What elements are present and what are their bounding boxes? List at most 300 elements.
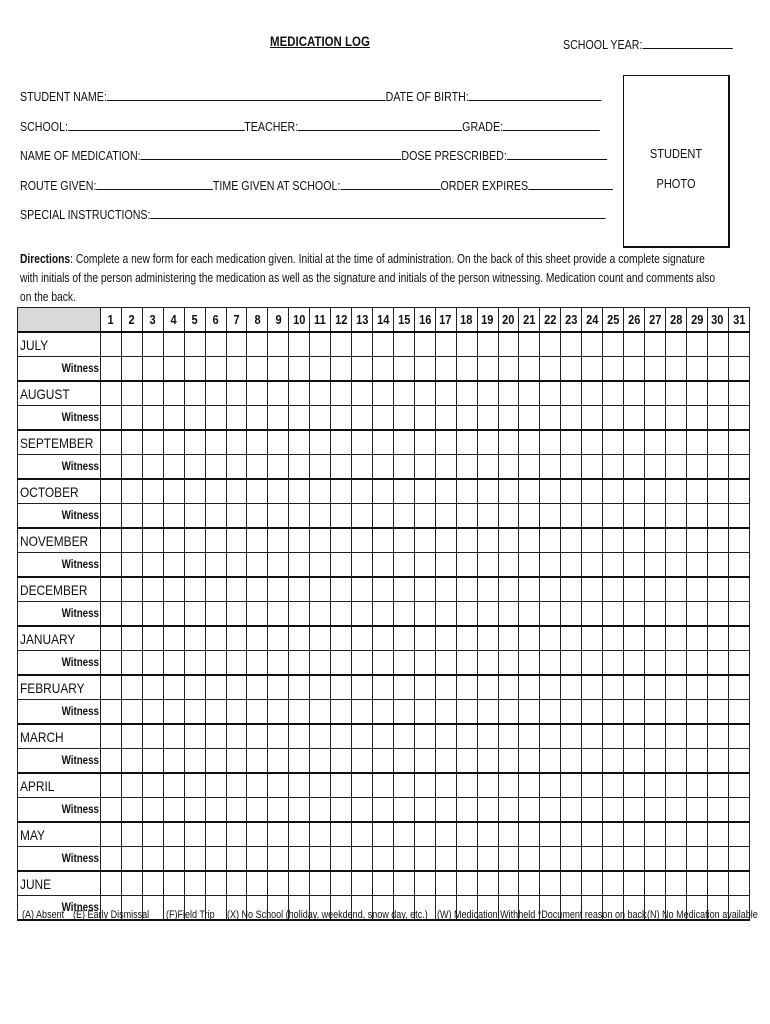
initial-cell[interactable]: [665, 528, 686, 553]
witness-cell[interactable]: [540, 798, 561, 823]
witness-cell[interactable]: [603, 847, 624, 872]
witness-cell[interactable]: [561, 406, 582, 431]
initial-cell[interactable]: [686, 773, 707, 798]
initial-cell[interactable]: [101, 430, 122, 455]
witness-cell[interactable]: [707, 357, 728, 382]
initial-cell[interactable]: [247, 332, 268, 357]
initial-cell[interactable]: [686, 724, 707, 749]
witness-cell[interactable]: [686, 749, 707, 774]
witness-cell[interactable]: [247, 798, 268, 823]
witness-cell[interactable]: [582, 749, 603, 774]
witness-cell[interactable]: [226, 602, 247, 627]
witness-cell[interactable]: [665, 749, 686, 774]
initial-cell[interactable]: [582, 626, 603, 651]
initial-cell[interactable]: [393, 724, 414, 749]
witness-cell[interactable]: [205, 700, 226, 725]
initial-cell[interactable]: [456, 773, 477, 798]
witness-cell[interactable]: [268, 847, 289, 872]
initial-cell[interactable]: [540, 773, 561, 798]
witness-cell[interactable]: [372, 700, 393, 725]
witness-cell[interactable]: [603, 553, 624, 578]
initial-cell[interactable]: [205, 822, 226, 847]
witness-cell[interactable]: [352, 847, 373, 872]
initial-cell[interactable]: [498, 773, 519, 798]
initial-cell[interactable]: [498, 871, 519, 896]
initial-cell[interactable]: [331, 822, 352, 847]
initial-cell[interactable]: [498, 430, 519, 455]
witness-cell[interactable]: [163, 406, 184, 431]
initial-cell[interactable]: [121, 773, 142, 798]
initial-cell[interactable]: [456, 577, 477, 602]
witness-cell[interactable]: [331, 700, 352, 725]
initial-cell[interactable]: [582, 577, 603, 602]
witness-cell[interactable]: [310, 406, 331, 431]
witness-cell[interactable]: [331, 504, 352, 529]
initial-cell[interactable]: [582, 528, 603, 553]
witness-cell[interactable]: [414, 406, 435, 431]
initial-cell[interactable]: [205, 381, 226, 406]
initial-cell[interactable]: [540, 675, 561, 700]
initial-cell[interactable]: [372, 773, 393, 798]
initial-cell[interactable]: [644, 675, 665, 700]
initial-cell[interactable]: [498, 675, 519, 700]
witness-cell[interactable]: [247, 651, 268, 676]
initial-cell[interactable]: [477, 430, 498, 455]
witness-cell[interactable]: [142, 553, 163, 578]
initial-cell[interactable]: [101, 528, 122, 553]
initial-cell[interactable]: [142, 430, 163, 455]
initial-cell[interactable]: [665, 724, 686, 749]
witness-cell[interactable]: [247, 406, 268, 431]
initial-cell[interactable]: [268, 871, 289, 896]
witness-cell[interactable]: [268, 504, 289, 529]
initial-cell[interactable]: [644, 479, 665, 504]
initial-cell[interactable]: [247, 822, 268, 847]
witness-cell[interactable]: [393, 602, 414, 627]
witness-cell[interactable]: [456, 798, 477, 823]
witness-cell[interactable]: [519, 455, 540, 480]
witness-cell[interactable]: [393, 749, 414, 774]
witness-cell[interactable]: [142, 406, 163, 431]
witness-cell[interactable]: [624, 749, 645, 774]
initial-cell[interactable]: [393, 577, 414, 602]
witness-cell[interactable]: [582, 357, 603, 382]
initial-cell[interactable]: [121, 871, 142, 896]
initial-cell[interactable]: [707, 724, 728, 749]
initial-cell[interactable]: [393, 871, 414, 896]
witness-cell[interactable]: [644, 700, 665, 725]
initial-cell[interactable]: [686, 626, 707, 651]
initial-cell[interactable]: [184, 332, 205, 357]
initial-cell[interactable]: [268, 675, 289, 700]
initial-cell[interactable]: [226, 479, 247, 504]
witness-cell[interactable]: [435, 700, 456, 725]
initial-cell[interactable]: [603, 332, 624, 357]
initial-cell[interactable]: [707, 381, 728, 406]
witness-cell[interactable]: [331, 553, 352, 578]
witness-cell[interactable]: [372, 504, 393, 529]
initial-cell[interactable]: [268, 332, 289, 357]
witness-cell[interactable]: [414, 700, 435, 725]
initial-cell[interactable]: [101, 626, 122, 651]
witness-cell[interactable]: [226, 504, 247, 529]
witness-cell[interactable]: [289, 847, 310, 872]
witness-cell[interactable]: [247, 749, 268, 774]
witness-cell[interactable]: [519, 798, 540, 823]
initial-cell[interactable]: [414, 381, 435, 406]
initial-cell[interactable]: [519, 822, 540, 847]
witness-cell[interactable]: [644, 504, 665, 529]
initial-cell[interactable]: [142, 381, 163, 406]
initial-cell[interactable]: [142, 871, 163, 896]
witness-cell[interactable]: [184, 357, 205, 382]
witness-cell[interactable]: [561, 357, 582, 382]
witness-cell[interactable]: [205, 847, 226, 872]
witness-cell[interactable]: [644, 406, 665, 431]
initial-cell[interactable]: [101, 675, 122, 700]
initial-cell[interactable]: [519, 626, 540, 651]
witness-cell[interactable]: [665, 504, 686, 529]
witness-cell[interactable]: [393, 651, 414, 676]
initial-cell[interactable]: [163, 577, 184, 602]
initial-cell[interactable]: [289, 675, 310, 700]
witness-cell[interactable]: [519, 553, 540, 578]
initial-cell[interactable]: [372, 626, 393, 651]
witness-cell[interactable]: [163, 749, 184, 774]
initial-cell[interactable]: [226, 822, 247, 847]
initial-cell[interactable]: [456, 479, 477, 504]
witness-cell[interactable]: [540, 602, 561, 627]
initial-cell[interactable]: [665, 773, 686, 798]
witness-cell[interactable]: [624, 700, 645, 725]
witness-cell[interactable]: [498, 651, 519, 676]
initial-cell[interactable]: [561, 822, 582, 847]
initial-cell[interactable]: [205, 773, 226, 798]
witness-cell[interactable]: [519, 700, 540, 725]
initial-cell[interactable]: [121, 724, 142, 749]
initial-cell[interactable]: [268, 577, 289, 602]
witness-cell[interactable]: [310, 798, 331, 823]
initial-cell[interactable]: [101, 871, 122, 896]
initial-cell[interactable]: [435, 773, 456, 798]
witness-cell[interactable]: [686, 504, 707, 529]
initial-cell[interactable]: [226, 430, 247, 455]
initial-cell[interactable]: [289, 381, 310, 406]
initial-cell[interactable]: [352, 626, 373, 651]
initial-cell[interactable]: [582, 773, 603, 798]
initial-cell[interactable]: [624, 724, 645, 749]
witness-cell[interactable]: [121, 553, 142, 578]
initial-cell[interactable]: [372, 871, 393, 896]
initial-cell[interactable]: [686, 822, 707, 847]
initial-cell[interactable]: [247, 479, 268, 504]
witness-cell[interactable]: [372, 602, 393, 627]
witness-cell[interactable]: [331, 455, 352, 480]
initial-cell[interactable]: [310, 479, 331, 504]
witness-cell[interactable]: [331, 357, 352, 382]
initial-cell[interactable]: [121, 675, 142, 700]
initial-cell[interactable]: [435, 871, 456, 896]
initial-cell[interactable]: [540, 577, 561, 602]
initial-cell[interactable]: [644, 773, 665, 798]
initial-cell[interactable]: [644, 822, 665, 847]
witness-cell[interactable]: [603, 602, 624, 627]
initial-cell[interactable]: [101, 577, 122, 602]
initial-cell[interactable]: [247, 577, 268, 602]
witness-cell[interactable]: [498, 798, 519, 823]
initial-cell[interactable]: [686, 479, 707, 504]
witness-cell[interactable]: [121, 455, 142, 480]
witness-cell[interactable]: [644, 749, 665, 774]
initial-cell[interactable]: [498, 381, 519, 406]
initial-cell[interactable]: [519, 528, 540, 553]
initial-cell[interactable]: [624, 528, 645, 553]
initial-cell[interactable]: [331, 528, 352, 553]
witness-cell[interactable]: [456, 602, 477, 627]
witness-cell[interactable]: [540, 357, 561, 382]
witness-cell[interactable]: [226, 406, 247, 431]
witness-cell[interactable]: [393, 553, 414, 578]
initial-cell[interactable]: [163, 479, 184, 504]
initial-cell[interactable]: [686, 430, 707, 455]
witness-cell[interactable]: [393, 455, 414, 480]
initial-cell[interactable]: [268, 773, 289, 798]
witness-cell[interactable]: [540, 847, 561, 872]
witness-cell[interactable]: [498, 406, 519, 431]
witness-cell[interactable]: [519, 504, 540, 529]
witness-cell[interactable]: [205, 798, 226, 823]
initial-cell[interactable]: [352, 528, 373, 553]
school-year-field[interactable]: [563, 36, 733, 52]
initial-cell[interactable]: [435, 675, 456, 700]
witness-cell[interactable]: [603, 406, 624, 431]
witness-cell[interactable]: [624, 798, 645, 823]
witness-cell[interactable]: [121, 504, 142, 529]
witness-cell[interactable]: [352, 700, 373, 725]
initial-cell[interactable]: [728, 577, 749, 602]
initial-cell[interactable]: [644, 381, 665, 406]
witness-cell[interactable]: [352, 602, 373, 627]
witness-cell[interactable]: [498, 749, 519, 774]
initial-cell[interactable]: [226, 773, 247, 798]
initial-cell[interactable]: [665, 479, 686, 504]
initial-cell[interactable]: [603, 675, 624, 700]
initial-cell[interactable]: [603, 577, 624, 602]
initial-cell[interactable]: [247, 528, 268, 553]
witness-cell[interactable]: [310, 651, 331, 676]
witness-cell[interactable]: [644, 553, 665, 578]
witness-cell[interactable]: [414, 455, 435, 480]
initial-cell[interactable]: [331, 773, 352, 798]
initial-cell[interactable]: [665, 822, 686, 847]
witness-cell[interactable]: [101, 406, 122, 431]
initial-cell[interactable]: [372, 577, 393, 602]
initial-cell[interactable]: [582, 430, 603, 455]
witness-cell[interactable]: [393, 357, 414, 382]
initial-cell[interactable]: [414, 479, 435, 504]
witness-cell[interactable]: [101, 504, 122, 529]
witness-cell[interactable]: [268, 651, 289, 676]
witness-cell[interactable]: [707, 504, 728, 529]
initial-cell[interactable]: [372, 675, 393, 700]
witness-cell[interactable]: [184, 455, 205, 480]
initial-cell[interactable]: [686, 871, 707, 896]
witness-cell[interactable]: [707, 602, 728, 627]
initial-cell[interactable]: [289, 871, 310, 896]
initial-cell[interactable]: [728, 675, 749, 700]
initial-cell[interactable]: [142, 675, 163, 700]
witness-cell[interactable]: [603, 455, 624, 480]
initial-cell[interactable]: [226, 381, 247, 406]
initial-cell[interactable]: [582, 479, 603, 504]
witness-cell[interactable]: [728, 553, 749, 578]
witness-cell[interactable]: [477, 749, 498, 774]
witness-cell[interactable]: [435, 455, 456, 480]
initial-cell[interactable]: [393, 773, 414, 798]
witness-cell[interactable]: [498, 602, 519, 627]
initial-cell[interactable]: [707, 528, 728, 553]
initial-cell[interactable]: [456, 724, 477, 749]
witness-cell[interactable]: [393, 700, 414, 725]
initial-cell[interactable]: [686, 577, 707, 602]
initial-cell[interactable]: [247, 871, 268, 896]
witness-cell[interactable]: [372, 357, 393, 382]
initial-cell[interactable]: [498, 577, 519, 602]
witness-cell[interactable]: [205, 406, 226, 431]
witness-cell[interactable]: [247, 357, 268, 382]
witness-cell[interactable]: [728, 602, 749, 627]
witness-cell[interactable]: [331, 406, 352, 431]
witness-cell[interactable]: [331, 749, 352, 774]
initial-cell[interactable]: [540, 871, 561, 896]
witness-cell[interactable]: [268, 357, 289, 382]
initial-cell[interactable]: [163, 822, 184, 847]
witness-cell[interactable]: [707, 700, 728, 725]
initial-cell[interactable]: [707, 675, 728, 700]
initial-cell[interactable]: [226, 675, 247, 700]
initial-cell[interactable]: [142, 332, 163, 357]
witness-cell[interactable]: [331, 651, 352, 676]
initial-cell[interactable]: [561, 773, 582, 798]
witness-cell[interactable]: [205, 504, 226, 529]
initial-cell[interactable]: [644, 577, 665, 602]
initial-cell[interactable]: [393, 479, 414, 504]
initial-cell[interactable]: [582, 724, 603, 749]
initial-cell[interactable]: [289, 577, 310, 602]
witness-cell[interactable]: [707, 553, 728, 578]
witness-cell[interactable]: [624, 602, 645, 627]
witness-cell[interactable]: [728, 798, 749, 823]
initial-cell[interactable]: [498, 528, 519, 553]
initial-cell[interactable]: [205, 577, 226, 602]
witness-cell[interactable]: [414, 798, 435, 823]
special-instructions-field[interactable]: [20, 206, 606, 222]
initial-cell[interactable]: [456, 381, 477, 406]
initial-cell[interactable]: [372, 528, 393, 553]
witness-cell[interactable]: [624, 847, 645, 872]
witness-cell[interactable]: [163, 553, 184, 578]
initial-cell[interactable]: [331, 430, 352, 455]
initial-cell[interactable]: [331, 675, 352, 700]
initial-cell[interactable]: [435, 724, 456, 749]
witness-cell[interactable]: [665, 553, 686, 578]
initial-cell[interactable]: [414, 430, 435, 455]
witness-cell[interactable]: [372, 651, 393, 676]
witness-cell[interactable]: [414, 847, 435, 872]
initial-cell[interactable]: [352, 773, 373, 798]
initial-cell[interactable]: [268, 479, 289, 504]
witness-cell[interactable]: [226, 455, 247, 480]
witness-cell[interactable]: [477, 602, 498, 627]
witness-cell[interactable]: [310, 749, 331, 774]
initial-cell[interactable]: [498, 626, 519, 651]
initial-cell[interactable]: [163, 332, 184, 357]
initial-cell[interactable]: [498, 479, 519, 504]
witness-cell[interactable]: [289, 504, 310, 529]
witness-cell[interactable]: [268, 602, 289, 627]
initial-cell[interactable]: [163, 724, 184, 749]
initial-cell[interactable]: [665, 430, 686, 455]
initial-cell[interactable]: [310, 528, 331, 553]
witness-cell[interactable]: [142, 749, 163, 774]
witness-cell[interactable]: [121, 406, 142, 431]
witness-cell[interactable]: [540, 455, 561, 480]
initial-cell[interactable]: [310, 430, 331, 455]
witness-cell[interactable]: [226, 700, 247, 725]
witness-cell[interactable]: [435, 602, 456, 627]
witness-cell[interactable]: [289, 700, 310, 725]
initial-cell[interactable]: [142, 626, 163, 651]
initial-cell[interactable]: [184, 871, 205, 896]
initial-cell[interactable]: [624, 332, 645, 357]
witness-cell[interactable]: [435, 749, 456, 774]
initial-cell[interactable]: [247, 773, 268, 798]
witness-cell[interactable]: [665, 798, 686, 823]
witness-cell[interactable]: [728, 651, 749, 676]
initial-cell[interactable]: [540, 724, 561, 749]
initial-cell[interactable]: [540, 479, 561, 504]
initial-cell[interactable]: [226, 871, 247, 896]
witness-cell[interactable]: [142, 798, 163, 823]
initial-cell[interactable]: [665, 381, 686, 406]
initial-cell[interactable]: [582, 871, 603, 896]
witness-cell[interactable]: [121, 798, 142, 823]
witness-cell[interactable]: [477, 553, 498, 578]
witness-cell[interactable]: [352, 553, 373, 578]
initial-cell[interactable]: [289, 479, 310, 504]
initial-cell[interactable]: [121, 332, 142, 357]
initial-cell[interactable]: [393, 332, 414, 357]
initial-cell[interactable]: [310, 577, 331, 602]
witness-cell[interactable]: [728, 504, 749, 529]
initial-cell[interactable]: [372, 724, 393, 749]
witness-cell[interactable]: [435, 406, 456, 431]
initial-cell[interactable]: [561, 528, 582, 553]
initial-cell[interactable]: [603, 430, 624, 455]
initial-cell[interactable]: [519, 381, 540, 406]
witness-cell[interactable]: [477, 798, 498, 823]
witness-cell[interactable]: [435, 504, 456, 529]
initial-cell[interactable]: [582, 822, 603, 847]
witness-cell[interactable]: [582, 651, 603, 676]
initial-cell[interactable]: [393, 381, 414, 406]
witness-cell[interactable]: [728, 749, 749, 774]
witness-cell[interactable]: [268, 798, 289, 823]
initial-cell[interactable]: [184, 479, 205, 504]
initial-cell[interactable]: [686, 675, 707, 700]
witness-cell[interactable]: [561, 602, 582, 627]
witness-cell[interactable]: [226, 553, 247, 578]
